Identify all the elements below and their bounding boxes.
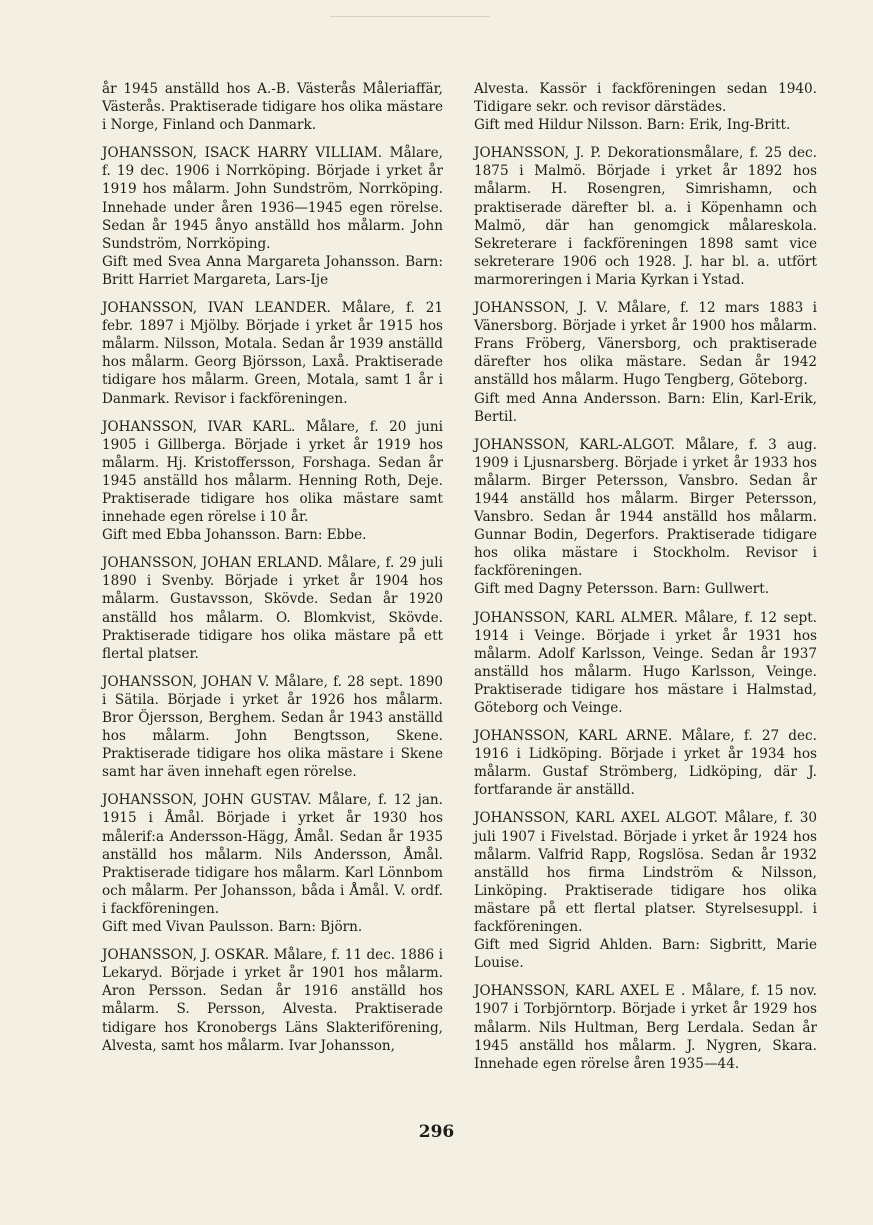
entry-text: JOHANSSON, KARL AXEL ALGOT. Målare, f. 30 juli 1907 i Fivelstad. Började i yrket år 1924 hos målarm. Valfrid Rapp, Rogslösa. Sedan år 1932 anställd hos firma Lindström & Nilsson, Linköping. Praktiserade tidigare hos olika mästare på ett flertal platser. Styrelsesuppl. i fackföreningen. [474,810,817,936]
entry [474,80,817,134]
entry [102,791,443,936]
entry [102,299,443,408]
entry-family: Gift med Anna Andersson. Barn: Elin, Karl-Erik, Bertil. [474,390,817,425]
entry [474,727,817,799]
entry-text: JOHANSSON, ISACK HARRY VILLIAM. Målare, f. 19 dec. 1906 i Norrköping. Började i yrket år 1919 hos målarm. John Sundström, Norrköping. Innehade under åren 1936—1945 egen rörelse. Sedan år 1945 ånyo anställd hos målarm. John Sundström, Norrköping. [102,145,443,252]
entry [102,80,443,134]
entry-text: JOHANSSON, IVAR KARL. Målare, f. 20 juni 1905 i Gillberga. Började i yrket år 1919 hos målarm. Hj. Kristoffersson, Forshaga. Sedan år 1945 anställd hos målarm. Henning Roth, Deje. Praktiserade tidigare hos olika mästare samt innehade egen rörelse i 10 år. [102,418,443,526]
entry-text: JOHANSSON, KARL ALMER. Målare, f. 12 sept. 1914 i Veinge. Började i yrket år 1931 hos målarm. Adolf Karlsson, Veinge. Sedan år 1937 anställd hos målarm. Hugo Karlsson, Veinge. Praktiserade tidigare hos mästare i Halmstad, Göteborg och Veinge. [474,609,817,716]
entry-text: JOHANSSON, JOHAN ERLAND. Målare, f. 29 juli 1890 i Svenby. Började i yrket år 1904 hos målarm. Gustavsson, Skövde. Sedan år 1920 anställd hos målarm. O. Blomkvist, Skövde. Praktiserade tidigare hos olika mästare på ett flertal platser. [102,555,443,662]
entry [474,144,817,289]
right-column [474,80,817,1083]
entry-text: år 1945 anställd hos A.-B. Västerås Måleriaffär, Västerås. Praktiserade tidigare hos olika mästare i Norge, Finland och Danmark. [102,81,443,134]
entry [474,299,817,426]
entry [474,436,817,599]
entry-family: Gift med Vivan Paulsson. Barn: Björn. [102,919,363,936]
entry-family: Gift med Dagny Petersson. Barn: Gullwert. [474,581,770,598]
entry-text: JOHANSSON, J. V. Målare, f. 12 mars 1883 i Vänersborg. Började i yrket år 1900 hos målarm. Frans Fröberg, Vänersborg, och praktiserade därefter hos olika mästare. Sedan år 1942 anställd hos målarm. Hugo Tengberg, Göteborg. [474,300,817,389]
entry [474,982,817,1072]
entry [102,554,443,663]
entry-text: Alvesta. Kassör i fackföreningen sedan 1940. Tidigare sekr. och revisor därstädes. [474,81,817,116]
entry-family: Gift med Sigrid Ahlden. Barn: Sigbritt, Marie Louise. [474,937,817,972]
entry [474,609,817,718]
entry-text: JOHANSSON, IVAN LEANDER. Målare, f. 21 febr. 1897 i Mjölby. Började i yrket år 1915 hos målarm. Nilsson, Motala. Sedan år 1939 anställd hos målarm. Georg Björsson, Laxå. Praktiserade tidigare hos målarm. Green, Motala, samt 1 år i Danmark. Revisor i fackföreningen. [102,300,443,407]
entry-text: JOHANSSON, J. P. Dekorationsmålare, f. 25 dec. 1875 i Malmö. Började i yrket år 1892 hos målarm. H. Rosengren, Simrishamn, och praktiserade därefter bl. a. i Köpenhamn och Malmö, där han genomgick målareskola. Sekreterare i fackföreningen 1898 samt vice sekreterare 1906 och 1928. J. har bl. a. utfört marmoreringen i Maria Kyrkan i Ystad. [474,145,817,288]
entry-family: Gift med Ebba Johansson. Barn: Ebbe. [102,527,367,544]
entry [102,144,443,289]
entry-text: JOHANSSON, KARL ARNE. Målare, f. 27 dec. 1916 i Lidköping. Började i yrket år 1934 hos målarm. Gustaf Strömberg, Lidköping, där J. fortfarande är anställd. [474,728,817,799]
entry [474,809,817,972]
entry [102,418,443,545]
entry-text: JOHANSSON, J. OSKAR. Målare, f. 11 dec. 1886 i Lekaryd. Började i yrket år 1901 hos målarm. Aron Persson. Sedan år 1916 anställd hos målarm. S. Persson, Alvesta. Praktiserade tidigare hos Kronobergs Läns Slakteriförening, Alvesta, samt hos målarm. Ivar Johansson, [102,947,443,1054]
top-rule [330,16,490,17]
entry [102,946,443,1055]
page-number: 296 [418,1122,455,1142]
entry-text: JOHANSSON, JOHN GUSTAV. Målare, f. 12 jan. 1915 i Åmål. Började i yrket år 1930 hos målerif:a Andersson-Hägg, Åmål. Sedan år 1935 anställd hos målarm. Nils Andersson, Åmål. Praktiserade tidigare hos målarm. Karl Lönnbom och målarm. Per Johansson, båda i Åmål. V. ordf. i fackföreningen. [102,792,443,917]
entry-family: Gift med Hildur Nilsson. Barn: Erik, Ing-Britt. [474,117,791,134]
entry-text: JOHANSSON, KARL AXEL E . Målare, f. 15 nov. 1907 i Torbjörntorp. Började i yrket år 1929 hos målarm. Nils Hultman, Berg Lerdala. Sedan år 1945 anställd hos målarm. J. Nygren, Skara. Innehade egen rörelse åren 1935—44. [474,983,817,1072]
entry-family: Gift med Svea Anna Margareta Johansson. Barn: Britt Harriet Margareta, Lars-Ije [102,253,443,288]
left-column [102,80,443,1065]
entry [102,673,443,782]
entry-text: JOHANSSON, KARL-ALGOT. Målare, f. 3 aug. 1909 i Ljusnarsberg. Började i yrket år 1933 hos målarm. Birger Petersson, Vansbro. Sedan år 1944 anställd hos målarm. Birger Petersson, Vansbro. Sedan år 1944 anställd hos målarm. Gunnar Bodin, Degerfors. Praktiserade tidigare hos olika mästare i Stockholm. Revisor i fackföreningen. [474,436,817,580]
entry-text: JOHANSSON, JOHAN V. Målare, f. 28 sept. 1890 i Sätila. Började i yrket år 1926 hos målarm. Bror Öjersson, Berghem. Sedan år 1943 anställd hos målarm. John Bengtsson, Skene. Praktiserade tidigare hos olika mästare i Skene samt har även innehaft egen rörelse. [102,673,443,781]
